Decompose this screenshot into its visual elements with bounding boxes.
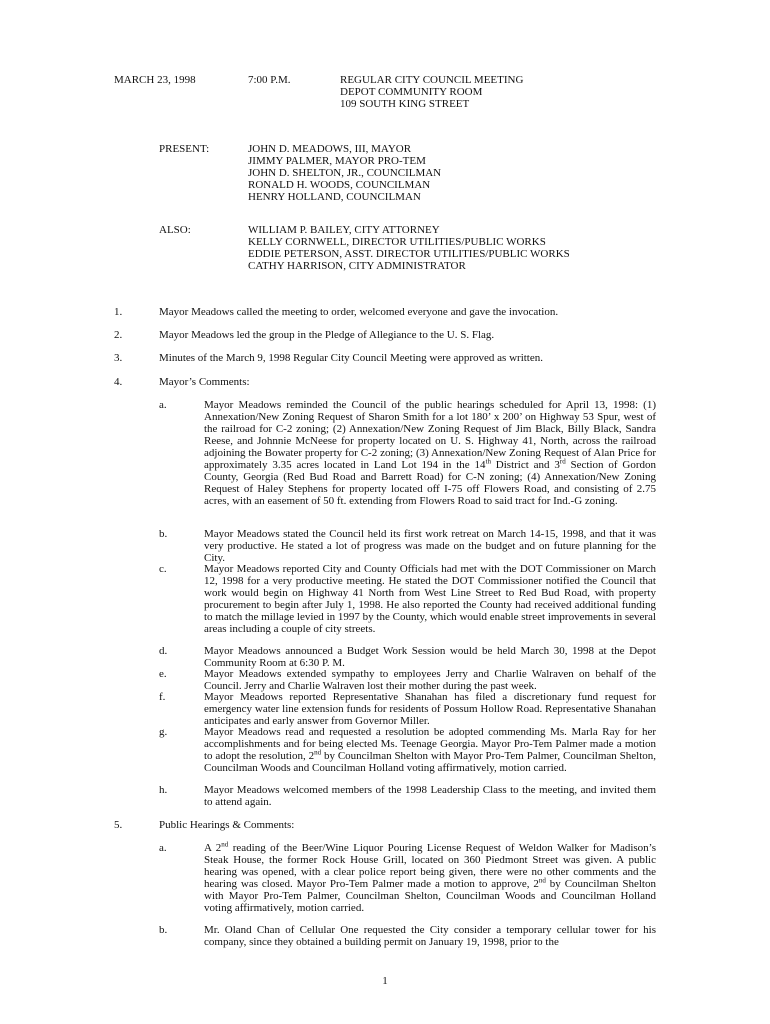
comment-text: Mayor Meadows reported Representative Shanahan has filed a discretionary fund request for emergency water line extension funds for residents of Possum Hollow Road. Representative Shanahan anticipates and early answer from Governor Miller. [204, 691, 656, 727]
comment-text: Mayor Meadows announced a Budget Work Session would be held March 30, 1998 at the Depot Community Room at 6:30 P. M. [204, 645, 656, 669]
meeting-type: REGULAR CITY COUNCIL MEETING [340, 74, 524, 86]
meeting-date: MARCH 23, 1998 [114, 74, 196, 86]
comment-letter: g. [159, 726, 168, 738]
page-number: 1 [382, 975, 388, 987]
item-text: Minutes of the March 9, 1998 Regular City Council Meeting were approved as written. [159, 352, 543, 364]
item-text: Mayor’s Comments: [159, 376, 250, 388]
comment-letter: d. [159, 645, 168, 657]
meeting-time: 7:00 P.M. [248, 74, 291, 86]
comment-text: Mayor Meadows read and requested a resolution be adopted commending Ms. Marla Ray for her accomplishments and for being elected Ms. Teenage Georgia. Mayor Pro-Tem Palmer made a motion to adopt the resolution, 2nd by Councilman Shelton with Mayor Pro-Tem Palmer, Councilman Shelton, Councilman Woods and Councilman Holland voting affirmatively, motion carried. [204, 726, 656, 774]
present-name: RONALD H. WOODS, COUNCILMAN [248, 179, 431, 191]
comment-text: Mayor Meadows extended sympathy to employees Jerry and Charlie Walraven on behalf of the Council. Jerry and Charlie Walraven lost their mother during the past week. [204, 668, 656, 692]
hearing-letter: a. [159, 842, 167, 854]
also-name: CATHY HARRISON, CITY ADMINISTRATOR [248, 260, 466, 272]
also-label: ALSO: [159, 224, 191, 236]
also-list [248, 224, 570, 272]
present-name: HENRY HOLLAND, COUNCILMAN [248, 191, 421, 203]
meeting-address: 109 SOUTH KING STREET [340, 98, 470, 110]
item-number: 3. [114, 352, 123, 364]
present-name: JOHN D. MEADOWS, III, MAYOR [248, 143, 412, 155]
item-number: 2. [114, 329, 123, 341]
present-name: JIMMY PALMER, MAYOR PRO-TEM [248, 155, 426, 167]
comment-text: Mayor Meadows welcomed members of the 1998 Leadership Class to the meeting, and invited them to attend again. [204, 784, 656, 808]
comment-text: Mayor Meadows reported City and County Officials had met with the DOT Commissioner on March 12, 1998 for a very productive meeting. He stated the DOT Commissioner notified the Council that work would begin on Highway 41 North from West Line Street to Red Bud Road, with property procurement to begin after July 1, 1998. He also reported the County had received additional funding to match the millage levied in 1997 by the County, which would enable street improvements in several areas including a couple of city streets. [204, 563, 656, 635]
item-number: 5. [114, 819, 123, 831]
comment-letter: b. [159, 528, 168, 540]
comment-letter: e. [159, 668, 167, 680]
comment-letter: h. [159, 784, 168, 796]
present-list [248, 143, 441, 203]
hearing-text: Mr. Oland Chan of Cellular One requested the City consider a temporary cellular tower for his company, since they obtained a building permit on January 19, 1998, prior to the [204, 924, 656, 948]
comment-text: Mayor Meadows reminded the Council of the public hearings scheduled for April 13, 1998: (1) Annexation/New Zoning Request of Sharon Smith for a lot 180’ x 200’ on Highway 53 Spur, west of the railroad for C-2 zoning; (2) Annexation/New Zoning Request of Jim Black, Billy Black, Sandra Reese, and Johnnie McNeese for property located on U. S. Highway 41, North, across the railroad adjoining the Bowater property for C-2 zoning; (3) Annexation/New Zoning Request of Alan Price for approximately 3.35 acres located in Land Lot 194 in the 14th District and 3rd Section of Gordon County, Georgia (Red Bud Road and Barrett Road) for C-N zoning; (4) Annexation/New Zoning Request of Haley Stephens for property located off I-75 off Flowers Road, and consisting of 2.75 acres, with an easement of 50 ft. extending from Flowers Road to said tract for Ind.-G zoning. [204, 399, 656, 507]
comment-letter: a. [159, 399, 167, 411]
item-number: 4. [114, 376, 123, 388]
hearing-letter: b. [159, 924, 168, 936]
meeting-room: DEPOT COMMUNITY ROOM [340, 86, 483, 98]
present-name: JOHN D. SHELTON, JR., COUNCILMAN [248, 167, 442, 179]
comment-letter: c. [159, 563, 167, 575]
item-text: Mayor Meadows led the group in the Pledge of Allegiance to the U. S. Flag. [159, 329, 495, 341]
item-number: 1. [114, 306, 123, 318]
also-name: WILLIAM P. BAILEY, CITY ATTORNEY [248, 224, 440, 236]
meeting-info [340, 74, 523, 110]
item-text: Mayor Meadows called the meeting to order, welcomed everyone and gave the invocation. [159, 306, 559, 318]
comment-text: Mayor Meadows stated the Council held its first work retreat on March 14-15, 1998, and that it was very productive. He stated a lot of progress was made on the budget and on future planning for the City. [204, 528, 656, 564]
comment-letter: f. [159, 691, 166, 703]
also-name: EDDIE PETERSON, ASST. DIRECTOR UTILITIES/PUBLIC WORKS [248, 248, 570, 260]
item-text: Public Hearings & Comments: [159, 819, 295, 831]
also-name: KELLY CORNWELL, DIRECTOR UTILITIES/PUBLIC WORKS [248, 236, 546, 248]
present-label: PRESENT: [159, 143, 210, 155]
hearing-text: A 2nd reading of the Beer/Wine Liquor Pouring License Request of Weldon Walker for Madison’s Steak House, the former Rock House Grill, located on 360 Piedmont Street was given. A public hearing was opened, with a clear police report being given, there were no other comments and the hearing was closed. Mayor Pro-Tem Palmer made a motion to approve, 2nd by Councilman Shelton with Mayor Pro-Tem Palmer, Councilman Shelton, Councilman Woods and Councilman Holland voting affirmatively, motion carried. [204, 840, 656, 914]
